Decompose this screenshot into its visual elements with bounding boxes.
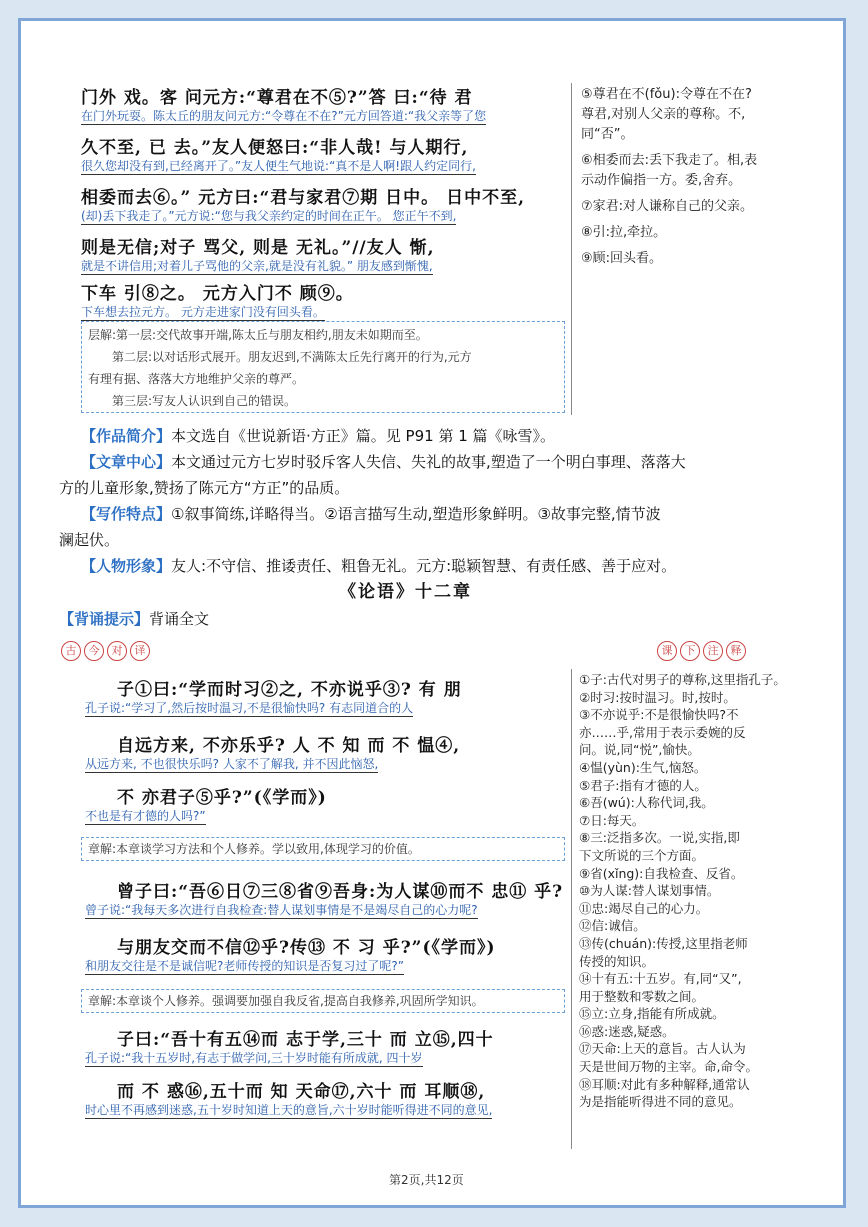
- translation-line: 不也是有才德的人吗?”: [85, 809, 206, 823]
- note-line: ⑯惑:迷惑,疑惑。: [579, 1023, 675, 1039]
- note-line: ⑱耳顺:对此有多种解释,通常认: [579, 1076, 750, 1092]
- translation-line: 就是不讲信用;对着儿子骂他的父亲,就是没有礼貌。” 朋友感到惭愧,: [81, 259, 433, 273]
- note-line: 示动作偏指一方。委,舍弃。: [581, 173, 742, 188]
- notes-part2: [579, 671, 831, 1111]
- translation-line: 时心里不再感到迷惑,五十岁时知道上天的意旨,六十岁时能听得进不同的意见,: [85, 1103, 493, 1117]
- note-line: 同“否”。: [581, 127, 634, 142]
- original-text-line: 下车 引⑧之。 元方入门不 顾⑨。: [81, 284, 354, 304]
- translation-line: 很久您却没有到,已经离开了。”友人便生气地说:“真不是人啊!跟人约定同行,: [81, 159, 476, 173]
- chapter-note-1: 章解:本章谈学习方法和个人修养。学以致用,体现学习的价值。: [81, 837, 565, 861]
- translation-line: 在门外玩耍。陈太丘的朋友问元方:“令尊在不在?”元方回答道:“我父亲等了您: [81, 109, 487, 123]
- page-footer: 第2页,共12页: [389, 1173, 464, 1187]
- recite-hint: 【背诵提示】背诵全文: [59, 610, 210, 628]
- note-line: 下文所说的三个方面。: [579, 847, 705, 863]
- original-text-line: 与朋友交而不信⑫乎?传⑬ 不 习 乎?”(《学而》): [117, 938, 496, 958]
- analysis-line: 第三层:写友人认识到自己的错误。: [112, 394, 297, 408]
- info-center-cont: 方的儿童形象,赞扬了陈元方“方正”的品质。: [59, 479, 350, 497]
- original-text-line: 子①曰:“学而时习②之, 不亦说乎③? 有 朋: [117, 680, 462, 700]
- column-divider-bottom: [571, 669, 572, 1149]
- note-line: ⑫信:诚信。: [579, 918, 646, 934]
- section-badge: 古: [61, 641, 81, 661]
- left-badges: [61, 639, 153, 661]
- document-page: [18, 18, 846, 1208]
- info-features: 【写作特点】①叙事简练,详略得当。②语言描写生动,塑造形象鲜明。③故事完整,情节波: [81, 505, 661, 523]
- note-line: ⑥吾(wú):人称代词,我。: [579, 795, 714, 811]
- chapter-note-2: 章解:本章谈个人修养。强调要加强自我反省,提高自我修养,巩固所学知识。: [81, 989, 565, 1013]
- translation-line: (却)丢下我走了。”元方说:“您与我父亲约定的时间在正午。 您正午不到,: [81, 209, 457, 223]
- original-text-line: 门外 戏。客 问元方:“尊君在不⑤?”答 曰:“待 君: [81, 88, 473, 108]
- note-line: ⑨省(xǐng):自我检查、反省。: [579, 865, 744, 881]
- section-badge: 下: [680, 641, 700, 661]
- layer-analysis-box: [81, 321, 565, 413]
- note-line: ⑩为人谋:替人谋划事情。: [579, 883, 720, 899]
- original-text-line: 久不至, 已 去。”友人便怒曰:“非人哉! 与人期行,: [81, 138, 469, 158]
- note-line: 天是世间万物的主宰。命,命令。: [579, 1059, 758, 1075]
- original-text-line: 则是无信;对子 骂父, 则是 无礼。”//友人 惭,: [81, 238, 435, 258]
- column-divider-top: [571, 83, 572, 415]
- right-badges: [657, 639, 749, 661]
- note-line: ⑨顾:回头看。: [581, 251, 663, 266]
- original-text-line: 自远方来, 不亦乐乎? 人 不 知 而 不 愠④,: [117, 736, 461, 756]
- translation-line: 孔子说:“学习了,然后按时温习,不是很愉快吗? 有志同道合的人: [85, 701, 414, 715]
- note-line: ③不亦说乎:不是很愉快吗?不: [579, 707, 739, 723]
- note-line: ⑤尊君在不(fǒu):令尊在不在?: [581, 87, 752, 102]
- note-line: 问。说,同“悦”,愉快。: [579, 742, 700, 758]
- analysis-line: 层解:第一层:交代故事开端,陈太丘与朋友相约,朋友未如期而至。: [88, 328, 428, 342]
- note-line: 用于整数和零数之间。: [579, 988, 705, 1004]
- section-badge: 课: [657, 641, 677, 661]
- note-line: 为是指能听得进不同的意见。: [579, 1094, 742, 1110]
- note-line: 亦……乎,常用于表示委婉的反: [579, 724, 746, 740]
- note-line: ⑥相委而去:丢下我走了。相,表: [581, 153, 758, 168]
- note-line: ①子:古代对男子的尊称,这里指孔子。: [579, 672, 786, 687]
- note-line: ⑰天命:上天的意旨。古人认为: [579, 1041, 746, 1057]
- original-text-line: 不 亦君子⑤乎?”(《学而》): [117, 788, 327, 808]
- section-badge: 释: [726, 641, 746, 661]
- info-character: 【人物形象】友人:不守信、推诿责任、粗鲁无礼。元方:聪颖智慧、有责任感、善于应对。: [81, 557, 677, 575]
- section-badge: 译: [130, 641, 150, 661]
- info-section: [59, 423, 821, 579]
- section-badge: 注: [703, 641, 723, 661]
- note-line: ⑧三:泛指多次。一说,实指,即: [579, 830, 740, 846]
- original-text-line: 相委而去⑥。” 元方曰:“君与家君⑦期 日中。 日中不至,: [81, 188, 526, 208]
- translation-line: 从远方来, 不也很快乐吗? 人家不了解我, 并不因此恼怒,: [85, 757, 379, 771]
- note-line: ⑦家君:对人谦称自己的父亲。: [581, 199, 754, 214]
- note-line: ②时习:按时温习。时,按时。: [579, 689, 736, 705]
- note-line: ⑪忠:竭尽自己的心力。: [579, 900, 709, 916]
- note-line: ⑦日:每天。: [579, 812, 645, 828]
- note-line: 传授的知识。: [579, 953, 655, 969]
- note-line: 尊君,对别人父亲的尊称。不,: [581, 107, 746, 122]
- note-line: ④愠(yùn):生气,恼怒。: [579, 759, 707, 775]
- translation-line: 曾子说:“我每天多次进行自我检查:替人谋划事情是不是竭尽自己的心力呢?: [85, 903, 478, 917]
- info-features-cont: 澜起伏。: [59, 531, 120, 549]
- translation-line: 和朋友交往是不是诚信呢?老师传授的知识是否复习过了呢?”: [85, 959, 404, 973]
- analysis-line: 有理有据、落落大方地维护父亲的尊严。: [88, 372, 305, 386]
- note-line: ⑭十有五:十五岁。有,同“又”,: [579, 971, 742, 987]
- info-intro: 【作品简介】本文选自《世说新语·方正》篇。见 P91 第 1 篇《咏雪》。: [81, 427, 556, 445]
- section-title: 《论语》十二章: [339, 582, 472, 602]
- section-badge: 今: [84, 641, 104, 661]
- info-center: 【文章中心】本文通过元方七岁时驳斥客人失信、失礼的故事,塑造了一个明白事理、落落大: [81, 453, 686, 471]
- translation-line: 孔子说:“我十五岁时,有志于做学问,三十岁时能有所成就, 四十岁: [85, 1051, 423, 1065]
- translation-line: 下车想去拉元方。 元方走进家门没有回头看。: [81, 305, 325, 319]
- original-text-line: 曾子曰:“吾⑥日⑦三⑧省⑨吾身:为人谋⑩而不 忠⑪ 乎?: [117, 882, 564, 902]
- note-line: ⑤君子:指有才德的人。: [579, 777, 707, 793]
- note-line: ⑧引:拉,牵拉。: [581, 225, 667, 240]
- note-line: ⑬传(chuán):传授,这里指老师: [579, 935, 748, 951]
- section-badge: 对: [107, 641, 127, 661]
- original-text-line: 而 不 惑⑯,五十而 知 天命⑰,六十 而 耳顺⑱,: [117, 1082, 486, 1102]
- analysis-line: 第二层:以对话形式展开。朋友迟到,不满陈太丘先行离开的行为,元方: [112, 350, 472, 364]
- note-line: ⑮立:立身,指能有所成就。: [579, 1006, 725, 1022]
- original-text-line: 子曰:“吾十有五⑭而 志于学,三十 而 立⑮,四十: [117, 1030, 494, 1050]
- notes-part1: [581, 85, 831, 269]
